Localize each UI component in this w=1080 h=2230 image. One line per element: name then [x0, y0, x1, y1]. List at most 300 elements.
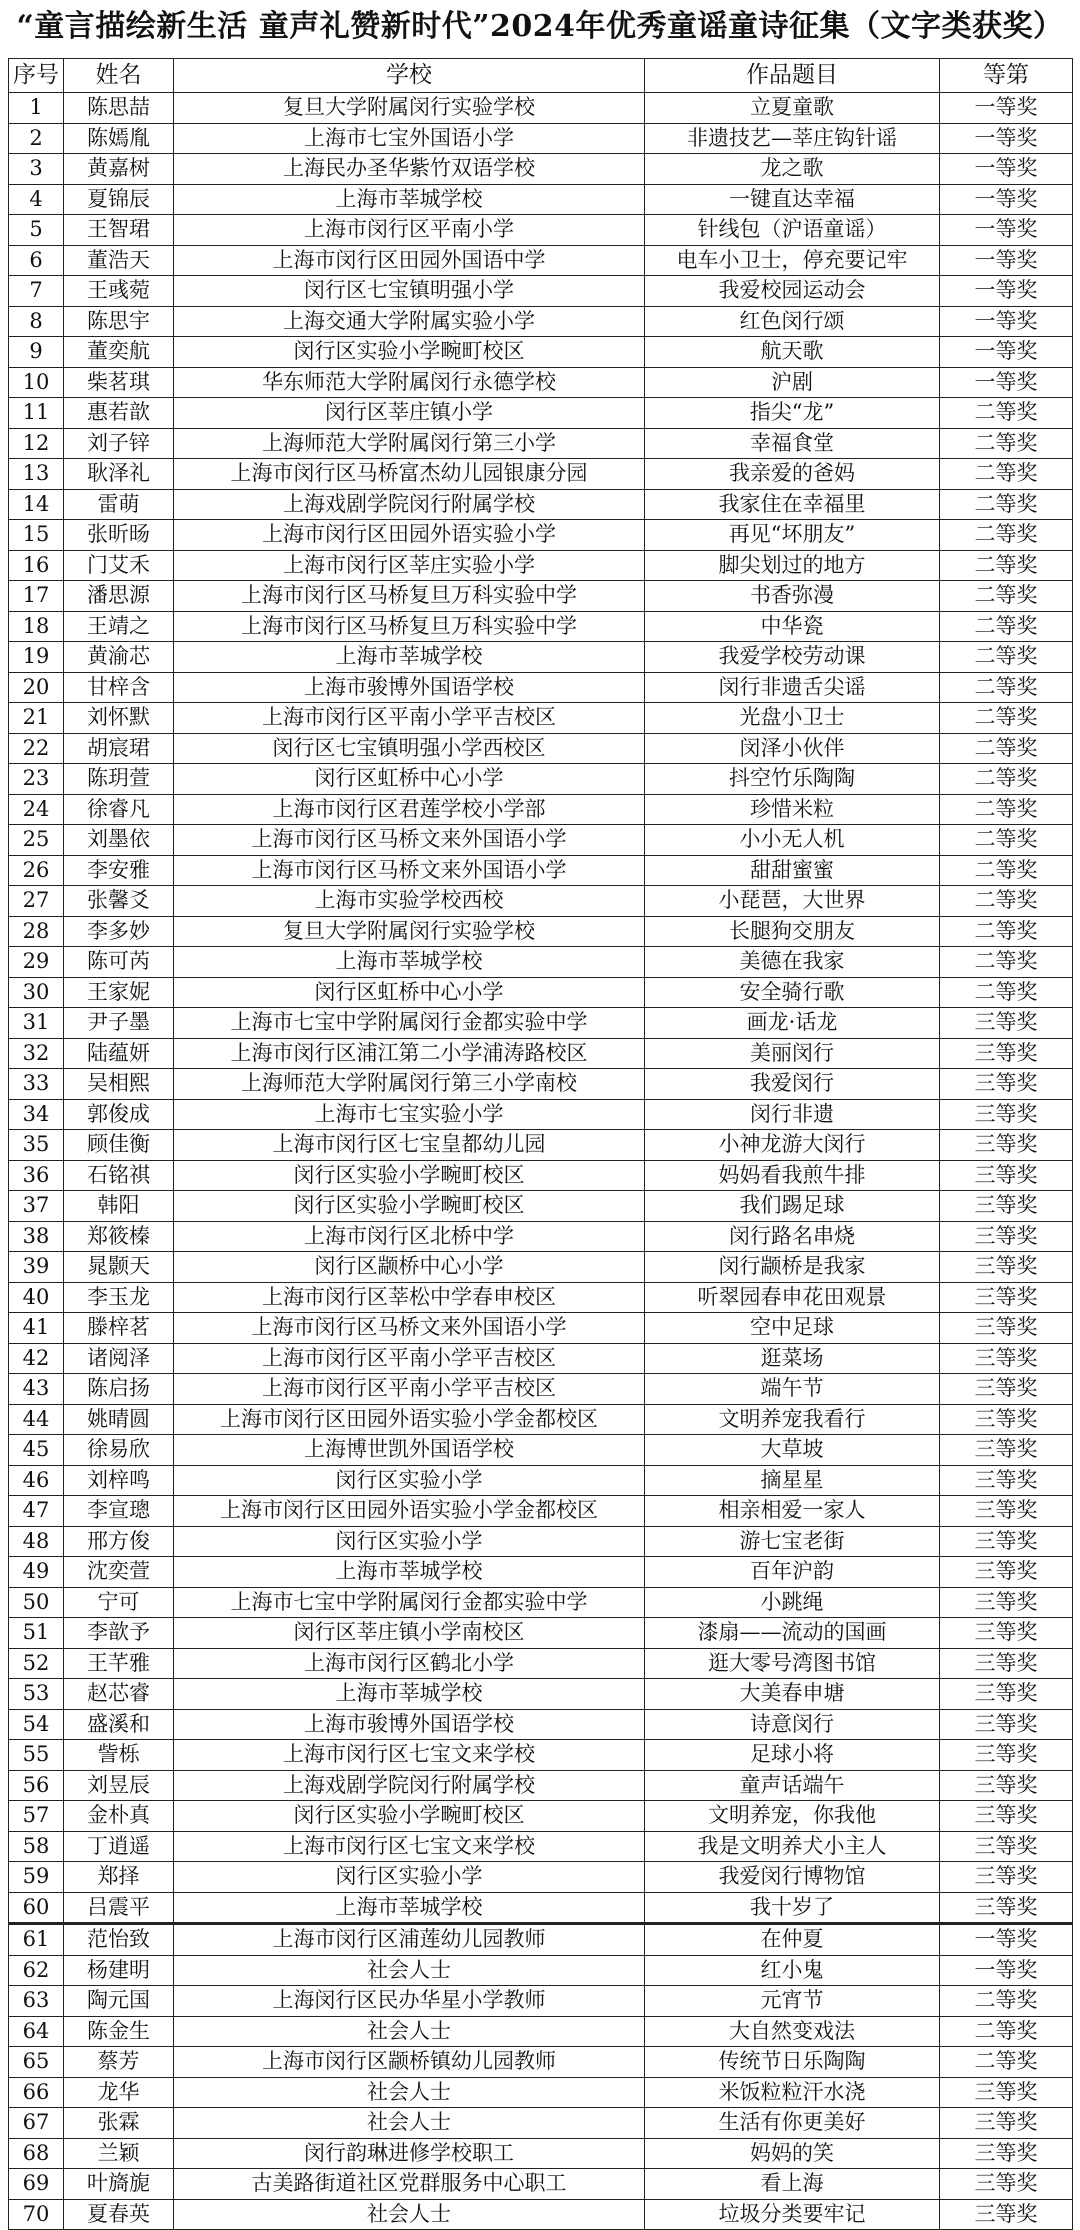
cell-no: 29 [9, 947, 64, 978]
cell-award: 三等奖 [940, 2138, 1073, 2169]
cell-school: 复旦大学附属闵行实验学校 [174, 93, 645, 124]
cell-name: 赵芯睿 [64, 1679, 174, 1710]
cell-award: 三等奖 [940, 1618, 1073, 1649]
cell-name: 邢方俊 [64, 1526, 174, 1557]
table-row [9, 1862, 1073, 1893]
cell-school: 上海市闵行区莘松中学春申校区 [174, 1282, 645, 1313]
table-row [9, 1709, 1073, 1740]
cell-school: 闵行韵琳进修学校职工 [174, 2138, 645, 2169]
cell-work-title: 书香弥漫 [645, 581, 940, 612]
cell-no: 65 [9, 2047, 64, 2078]
cell-school: 上海市闵行区君莲学校小学部 [174, 794, 645, 825]
cell-work-title: 妈妈的笑 [645, 2138, 940, 2169]
cell-award: 二等奖 [940, 2016, 1073, 2047]
cell-award: 三等奖 [940, 1831, 1073, 1862]
cell-work-title: 美德在我家 [645, 947, 940, 978]
cell-award: 二等奖 [940, 520, 1073, 551]
header-no: 序号 [9, 59, 64, 93]
table-row [9, 306, 1073, 337]
cell-name: 韩阳 [64, 1191, 174, 1222]
cell-work-title: 闵行非遗 [645, 1099, 940, 1130]
cell-name: 姚晴圆 [64, 1404, 174, 1435]
cell-award: 三等奖 [940, 1740, 1073, 1771]
cell-no: 10 [9, 367, 64, 398]
cell-work-title: 针线包（沪语童谣） [645, 215, 940, 246]
cell-work-title: 听翠园春申花田观景 [645, 1282, 940, 1313]
cell-award: 二等奖 [940, 642, 1073, 673]
cell-no: 8 [9, 306, 64, 337]
cell-work-title: 美丽闵行 [645, 1038, 940, 1069]
cell-no: 70 [9, 2199, 64, 2230]
cell-school: 上海市闵行区平南小学 [174, 215, 645, 246]
cell-name: 门艾禾 [64, 550, 174, 581]
cell-name: 尹子墨 [64, 1008, 174, 1039]
cell-school: 上海市闵行区鹤北小学 [174, 1648, 645, 1679]
cell-school: 闵行区实验小学 [174, 1465, 645, 1496]
cell-school: 上海市莘城学校 [174, 1679, 645, 1710]
table-row [9, 947, 1073, 978]
cell-name: 胡宸珺 [64, 733, 174, 764]
cell-school: 闵行区实验小学畹町校区 [174, 1191, 645, 1222]
cell-work-title: 沪剧 [645, 367, 940, 398]
cell-school: 复旦大学附属闵行实验学校 [174, 916, 645, 947]
header-work-title: 作品题目 [645, 59, 940, 93]
cell-work-title: 长腿狗交朋友 [645, 916, 940, 947]
table-row [9, 2138, 1073, 2169]
cell-no: 6 [9, 245, 64, 276]
table-row [9, 2169, 1073, 2200]
cell-name: 吕震平 [64, 1892, 174, 1924]
cell-award: 二等奖 [940, 825, 1073, 856]
cell-school: 闵行区实验小学畹町校区 [174, 1801, 645, 1832]
cell-name: 金朴真 [64, 1801, 174, 1832]
cell-school: 上海市莘城学校 [174, 184, 645, 215]
cell-school: 上海市闵行区七宝文来学校 [174, 1831, 645, 1862]
cell-work-title: 龙之歌 [645, 154, 940, 185]
cell-school: 闵行区莘庄镇小学南校区 [174, 1618, 645, 1649]
cell-school: 上海市闵行区田园外语实验小学金都校区 [174, 1496, 645, 1527]
table-row [9, 1130, 1073, 1161]
table-row [9, 1587, 1073, 1618]
cell-school: 上海师范大学附属闵行第三小学 [174, 428, 645, 459]
table-row [9, 154, 1073, 185]
cell-award: 三等奖 [940, 1343, 1073, 1374]
cell-name: 诸阅泽 [64, 1343, 174, 1374]
cell-award: 三等奖 [940, 1313, 1073, 1344]
cell-work-title: 脚尖划过的地方 [645, 550, 940, 581]
cell-award: 三等奖 [940, 1801, 1073, 1832]
cell-work-title: 我是文明养犬小主人 [645, 1831, 940, 1862]
cell-no: 16 [9, 550, 64, 581]
cell-award: 三等奖 [940, 1862, 1073, 1893]
cell-name: 滕梓茗 [64, 1313, 174, 1344]
cell-award: 二等奖 [940, 794, 1073, 825]
cell-name: 李歆予 [64, 1618, 174, 1649]
cell-award: 二等奖 [940, 977, 1073, 1008]
table-row [9, 916, 1073, 947]
cell-award: 三等奖 [940, 1770, 1073, 1801]
cell-award: 一等奖 [940, 306, 1073, 337]
cell-award: 一等奖 [940, 1924, 1073, 1956]
cell-name: 刘梓鸣 [64, 1465, 174, 1496]
table-row [9, 855, 1073, 886]
cell-name: 陶元国 [64, 1986, 174, 2017]
cell-school: 上海市闵行区平南小学平吉校区 [174, 703, 645, 734]
header-name: 姓名 [64, 59, 174, 93]
cell-name: 陈可芮 [64, 947, 174, 978]
cell-work-title: 抖空竹乐陶陶 [645, 764, 940, 795]
cell-name: 陈思宇 [64, 306, 174, 337]
cell-school: 闵行区颛桥中心小学 [174, 1252, 645, 1283]
table-row [9, 1252, 1073, 1283]
cell-school: 上海市七宝中学附属闵行金都实验中学 [174, 1587, 645, 1618]
cell-work-title: 再见“坏朋友” [645, 520, 940, 551]
cell-no: 56 [9, 1770, 64, 1801]
cell-work-title: 小神龙游大闵行 [645, 1130, 940, 1161]
cell-no: 43 [9, 1374, 64, 1405]
cell-name: 陈金生 [64, 2016, 174, 2047]
cell-school: 上海市闵行区马桥复旦万科实验中学 [174, 611, 645, 642]
cell-school: 上海市闵行区颛桥镇幼儿园教师 [174, 2047, 645, 2078]
cell-work-title: 我们踢足球 [645, 1191, 940, 1222]
table-row [9, 1191, 1073, 1222]
cell-school: 上海市闵行区田园外语实验小学金都校区 [174, 1404, 645, 1435]
cell-school: 上海市闵行区田园外国语中学 [174, 245, 645, 276]
cell-work-title: 传统节日乐陶陶 [645, 2047, 940, 2078]
cell-name: 王靖之 [64, 611, 174, 642]
cell-work-title: 妈妈看我煎牛排 [645, 1160, 940, 1191]
cell-school: 上海市七宝中学附属闵行金都实验中学 [174, 1008, 645, 1039]
cell-work-title: 生活有你更美好 [645, 2108, 940, 2139]
table-row [9, 2077, 1073, 2108]
cell-no: 27 [9, 886, 64, 917]
cell-award: 三等奖 [940, 1587, 1073, 1618]
cell-work-title: 逛菜场 [645, 1343, 940, 1374]
cell-work-title: 我亲爱的爸妈 [645, 459, 940, 490]
cell-work-title: 幸福食堂 [645, 428, 940, 459]
cell-name: 张霖 [64, 2108, 174, 2139]
cell-school: 闵行区莘庄镇小学 [174, 398, 645, 429]
cell-school: 上海民办圣华紫竹双语学校 [174, 154, 645, 185]
cell-school: 闵行区虹桥中心小学 [174, 764, 645, 795]
table-row [9, 1770, 1073, 1801]
cell-work-title: 闵行非遗舌尖谣 [645, 672, 940, 703]
cell-name: 雷萌 [64, 489, 174, 520]
cell-name: 刘墨依 [64, 825, 174, 856]
cell-no: 5 [9, 215, 64, 246]
table-row [9, 1618, 1073, 1649]
cell-no: 21 [9, 703, 64, 734]
cell-name: 顾佳衡 [64, 1130, 174, 1161]
cell-award: 三等奖 [940, 1282, 1073, 1313]
cell-name: 甘梓含 [64, 672, 174, 703]
cell-name: 蔡芳 [64, 2047, 174, 2078]
cell-school: 上海戏剧学院闵行附属学校 [174, 489, 645, 520]
cell-award: 三等奖 [940, 2199, 1073, 2230]
cell-award: 三等奖 [940, 1374, 1073, 1405]
cell-no: 55 [9, 1740, 64, 1771]
table-row [9, 428, 1073, 459]
cell-award: 二等奖 [940, 703, 1073, 734]
cell-no: 22 [9, 733, 64, 764]
cell-name: 龙华 [64, 2077, 174, 2108]
table-row [9, 184, 1073, 215]
cell-no: 20 [9, 672, 64, 703]
cell-no: 7 [9, 276, 64, 307]
table-row [9, 1924, 1073, 1956]
cell-work-title: 大自然变戏法 [645, 2016, 940, 2047]
cell-no: 2 [9, 123, 64, 154]
cell-no: 46 [9, 1465, 64, 1496]
cell-work-title: 文明养宠我看行 [645, 1404, 940, 1435]
cell-award: 三等奖 [940, 1252, 1073, 1283]
cell-school: 闵行区实验小学畹町校区 [174, 337, 645, 368]
cell-no: 63 [9, 1986, 64, 2017]
table-row [9, 1008, 1073, 1039]
cell-work-title: 端午节 [645, 1374, 940, 1405]
cell-award: 三等奖 [940, 1465, 1073, 1496]
cell-school: 社会人士 [174, 2016, 645, 2047]
cell-school: 闵行区实验小学畹町校区 [174, 1160, 645, 1191]
cell-name: 柴茗琪 [64, 367, 174, 398]
cell-no: 62 [9, 1955, 64, 1986]
table-row [9, 1374, 1073, 1405]
cell-award: 三等奖 [940, 2108, 1073, 2139]
cell-work-title: 画龙·话龙 [645, 1008, 940, 1039]
cell-award: 二等奖 [940, 672, 1073, 703]
cell-work-title: 逛大零号湾图书馆 [645, 1648, 940, 1679]
cell-no: 41 [9, 1313, 64, 1344]
cell-award: 二等奖 [940, 428, 1073, 459]
table-row [9, 1557, 1073, 1588]
cell-award: 三等奖 [940, 1191, 1073, 1222]
cell-school: 上海市闵行区马桥文来外国语小学 [174, 825, 645, 856]
cell-school: 上海博世凯外国语学校 [174, 1435, 645, 1466]
table-row [9, 245, 1073, 276]
cell-school: 上海闵行区民办华星小学教师 [174, 1986, 645, 2017]
cell-name: 沈奕萱 [64, 1557, 174, 1588]
cell-work-title: 立夏童歌 [645, 93, 940, 124]
cell-school: 社会人士 [174, 2199, 645, 2230]
cell-name: 叶旖旎 [64, 2169, 174, 2200]
table-row [9, 215, 1073, 246]
cell-no: 1 [9, 93, 64, 124]
cell-school: 上海师范大学附属闵行第三小学南校 [174, 1069, 645, 1100]
cell-school: 社会人士 [174, 1955, 645, 1986]
cell-no: 18 [9, 611, 64, 642]
cell-award: 二等奖 [940, 550, 1073, 581]
cell-name: 惠若歆 [64, 398, 174, 429]
cell-name: 夏春英 [64, 2199, 174, 2230]
table-row [9, 123, 1073, 154]
cell-school: 闵行区实验小学 [174, 1862, 645, 1893]
cell-name: 李宣璁 [64, 1496, 174, 1527]
cell-award: 三等奖 [940, 1008, 1073, 1039]
table-row [9, 520, 1073, 551]
cell-name: 宁可 [64, 1587, 174, 1618]
cell-name: 訾栎 [64, 1740, 174, 1771]
cell-award: 三等奖 [940, 2169, 1073, 2200]
cell-work-title: 文明养宠，你我他 [645, 1801, 940, 1832]
cell-name: 刘昱辰 [64, 1770, 174, 1801]
table-row [9, 1526, 1073, 1557]
cell-award: 二等奖 [940, 886, 1073, 917]
cell-name: 杨建明 [64, 1955, 174, 1986]
cell-work-title: 漆扇——流动的国画 [645, 1618, 940, 1649]
cell-no: 30 [9, 977, 64, 1008]
cell-no: 48 [9, 1526, 64, 1557]
cell-no: 54 [9, 1709, 64, 1740]
cell-no: 28 [9, 916, 64, 947]
cell-award: 二等奖 [940, 2047, 1073, 2078]
cell-school: 古美路街道社区党群服务中心职工 [174, 2169, 645, 2200]
cell-award: 一等奖 [940, 184, 1073, 215]
cell-no: 24 [9, 794, 64, 825]
table-row [9, 2047, 1073, 2078]
cell-school: 上海市闵行区马桥富杰幼儿园银康分园 [174, 459, 645, 490]
table-row [9, 1435, 1073, 1466]
cell-name: 晁颢天 [64, 1252, 174, 1283]
cell-no: 25 [9, 825, 64, 856]
cell-name: 董奕航 [64, 337, 174, 368]
cell-work-title: 我爱校园运动会 [645, 276, 940, 307]
cell-award: 三等奖 [940, 1069, 1073, 1100]
table-row [9, 1343, 1073, 1374]
cell-school: 华东师范大学附属闵行永德学校 [174, 367, 645, 398]
cell-no: 59 [9, 1862, 64, 1893]
cell-no: 45 [9, 1435, 64, 1466]
cell-name: 陈启扬 [64, 1374, 174, 1405]
cell-award: 二等奖 [940, 1986, 1073, 2017]
cell-work-title: 我家住在幸福里 [645, 489, 940, 520]
cell-work-title: 非遗技艺—莘庄钩针谣 [645, 123, 940, 154]
table-row [9, 1221, 1073, 1252]
cell-work-title: 电车小卫士，停充要记牢 [645, 245, 940, 276]
cell-work-title: 元宵节 [645, 1986, 940, 2017]
table-row [9, 489, 1073, 520]
table-row [9, 825, 1073, 856]
table-row [9, 581, 1073, 612]
cell-name: 陈玥萱 [64, 764, 174, 795]
table-row [9, 2016, 1073, 2047]
cell-no: 19 [9, 642, 64, 673]
cell-work-title: 航天歌 [645, 337, 940, 368]
cell-work-title: 我十岁了 [645, 1892, 940, 1924]
cell-no: 35 [9, 1130, 64, 1161]
table-row [9, 1282, 1073, 1313]
cell-school: 上海市莘城学校 [174, 1892, 645, 1924]
cell-name: 吴相熙 [64, 1069, 174, 1100]
cell-award: 三等奖 [940, 1679, 1073, 1710]
cell-school: 上海市闵行区莘庄实验小学 [174, 550, 645, 581]
cell-award: 二等奖 [940, 855, 1073, 886]
cell-no: 64 [9, 2016, 64, 2047]
cell-no: 57 [9, 1801, 64, 1832]
cell-name: 刘怀默 [64, 703, 174, 734]
cell-school: 上海市实验学校西校 [174, 886, 645, 917]
cell-name: 李安雅 [64, 855, 174, 886]
table-header-row [9, 59, 1073, 93]
cell-no: 61 [9, 1924, 64, 1956]
table-row [9, 459, 1073, 490]
cell-work-title: 摘星星 [645, 1465, 940, 1496]
table-row [9, 1496, 1073, 1527]
cell-school: 上海市闵行区浦莲幼儿园教师 [174, 1924, 645, 1956]
cell-no: 31 [9, 1008, 64, 1039]
cell-no: 11 [9, 398, 64, 429]
cell-no: 39 [9, 1252, 64, 1283]
cell-award: 三等奖 [940, 1130, 1073, 1161]
cell-award: 三等奖 [940, 1404, 1073, 1435]
cell-work-title: 足球小将 [645, 1740, 940, 1771]
cell-name: 丁逍遥 [64, 1831, 174, 1862]
table-row [9, 1831, 1073, 1862]
cell-award: 三等奖 [940, 1099, 1073, 1130]
cell-name: 郑筱榛 [64, 1221, 174, 1252]
cell-work-title: 一键直达幸福 [645, 184, 940, 215]
cell-work-title: 米饭粒粒汗水浇 [645, 2077, 940, 2108]
table-row [9, 886, 1073, 917]
cell-name: 郭俊成 [64, 1099, 174, 1130]
table-row [9, 2108, 1073, 2139]
cell-school: 社会人士 [174, 2108, 645, 2139]
cell-award: 二等奖 [940, 947, 1073, 978]
table-row [9, 93, 1073, 124]
table-row [9, 794, 1073, 825]
cell-work-title: 我爱闵行 [645, 1069, 940, 1100]
table-row [9, 1986, 1073, 2017]
cell-no: 53 [9, 1679, 64, 1710]
cell-award: 三等奖 [940, 1160, 1073, 1191]
table-row [9, 1160, 1073, 1191]
cell-name: 潘思源 [64, 581, 174, 612]
cell-work-title: 甜甜蜜蜜 [645, 855, 940, 886]
cell-award: 二等奖 [940, 459, 1073, 490]
award-table [8, 58, 1073, 2230]
cell-award: 三等奖 [940, 1557, 1073, 1588]
cell-school: 上海市闵行区北桥中学 [174, 1221, 645, 1252]
cell-work-title: 空中足球 [645, 1313, 940, 1344]
cell-name: 范怡致 [64, 1924, 174, 1956]
cell-no: 32 [9, 1038, 64, 1069]
cell-school: 闵行区七宝镇明强小学西校区 [174, 733, 645, 764]
cell-name: 黄嘉树 [64, 154, 174, 185]
cell-award: 三等奖 [940, 1221, 1073, 1252]
cell-award: 一等奖 [940, 276, 1073, 307]
cell-no: 47 [9, 1496, 64, 1527]
cell-no: 51 [9, 1618, 64, 1649]
cell-no: 42 [9, 1343, 64, 1374]
cell-award: 二等奖 [940, 764, 1073, 795]
cell-school: 闵行区虹桥中心小学 [174, 977, 645, 1008]
cell-name: 王家妮 [64, 977, 174, 1008]
cell-award: 二等奖 [940, 733, 1073, 764]
cell-no: 49 [9, 1557, 64, 1588]
cell-work-title: 闵泽小伙伴 [645, 733, 940, 764]
cell-school: 上海交通大学附属实验小学 [174, 306, 645, 337]
table-row [9, 733, 1073, 764]
cell-award: 二等奖 [940, 581, 1073, 612]
cell-work-title: 游七宝老街 [645, 1526, 940, 1557]
cell-school: 上海市闵行区七宝皇都幼儿园 [174, 1130, 645, 1161]
page-title: “童言描绘新生活 童声礼赞新时代”2024年优秀童谣童诗征集（文字类获奖） [16, 9, 1064, 44]
table-row [9, 1648, 1073, 1679]
cell-award: 二等奖 [940, 611, 1073, 642]
cell-no: 44 [9, 1404, 64, 1435]
cell-no: 66 [9, 2077, 64, 2108]
cell-award: 一等奖 [940, 154, 1073, 185]
table-body [9, 93, 1073, 2230]
